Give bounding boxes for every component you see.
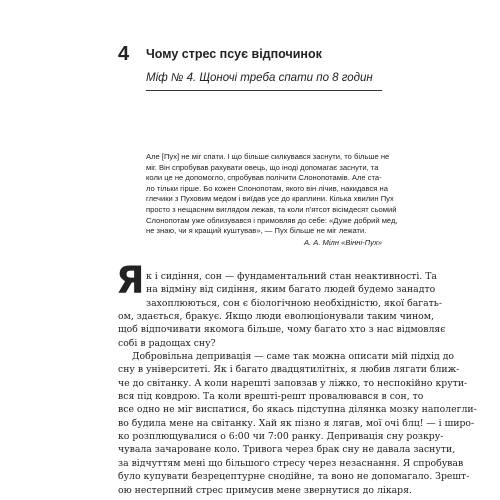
body-line: вся під ковдрою. Та коли врешті-решт провалювався в сон, то: [118, 391, 424, 403]
epigraph-line: коли це не допомогло, спробував полічити Слонопотамів. Але ста-: [146, 173, 382, 183]
body-line: було купувати безрецептурне снодійне, та воно не допомагало. Зрешт-: [118, 471, 470, 483]
drop-cap: Я: [116, 259, 145, 302]
body-line: чувала зачароване коло. Тривога через брак сну не давала заснути,: [118, 444, 456, 456]
body-line: щоб відпочивати якомога більше, чому багато хто з нас відмовляє: [118, 324, 446, 336]
body-line: ко розплющувалися о 6:00 чи 7:00 ранку. Депривація сну розкру-: [118, 431, 444, 443]
body-line: к і сидіння, сон — фундаментальний стан неактивності. Та: [146, 271, 437, 282]
epigraph-line: Слонопотам уже облизувався і примовляв до себе: «Дуже добрий мед,: [146, 215, 398, 225]
body-line: на відміну від сидіння, яким багато людей будемо занадто: [146, 284, 436, 296]
subtitle-divider: [146, 90, 382, 91]
epigraph-line: ло тільки гірше. Бо кожен Слонопотам, якого він лічив, накидався на: [146, 183, 388, 193]
body-line: во будила мене на світанку. Хай як пізно я лягав, мої очі блц! — і широ-: [118, 417, 475, 429]
body-line: Добровільна депривація — саме так можна описати мій підхід до: [132, 351, 455, 363]
epigraph: [146, 152, 398, 248]
epigraph-author: А. А. Мілн «Вінні-Пух»: [303, 237, 382, 247]
body-line: все одно не міг виспатися, бо якась підступна ділянка мозку наполегли-: [118, 404, 477, 416]
body-text: [118, 270, 477, 497]
epigraph-line: просто з нещасним виглядом лежав, та коли п'ятсот вісімдесят сьомий: [146, 204, 397, 214]
chapter-title: Чому стрес псує відпочинок: [146, 47, 322, 61]
epigraph-line: не знаю, чи я кращий куштував», — Пух більше не міг лежати.: [146, 226, 367, 236]
chapter-subtitle: Міф № 4. Щоночі треба спати по 8 годин: [146, 72, 373, 84]
body-line: захоплюються, сон є біологічною необхідністю, якої багать-: [146, 297, 443, 309]
epigraph-line: Але [Пух] не міг спати. І що більше силкувався заснути, то більше не: [146, 152, 390, 161]
chapter-number: 4: [118, 43, 130, 65]
body-line: че до світанку. А коли нарешті заповзав у ліжко, то неспокійно крути-: [118, 377, 468, 389]
body-line: за відчуттям мені що більшого стресу через незаснання. Я спробував: [118, 457, 464, 469]
body-line: собі в радощах сну?: [118, 337, 216, 349]
epigraph-line: міг. Він спробував рахувати овець, що іноді допомагає заснути, та: [146, 162, 379, 172]
body-line: ом, здається, бракує. Якщо люди еволюціонували таким чином,: [118, 311, 434, 323]
body-line: ою нестерпний стрес примусив мене звернутися до лікаря.: [118, 484, 412, 496]
body-line: сну в університеті. Як і багато двадцятилітніх, я любив лягати ближ-: [118, 364, 460, 376]
epigraph-line: глечики з Пуховим медом і виїдав усе до краплини. Кілька хвилин Пух: [146, 194, 394, 204]
